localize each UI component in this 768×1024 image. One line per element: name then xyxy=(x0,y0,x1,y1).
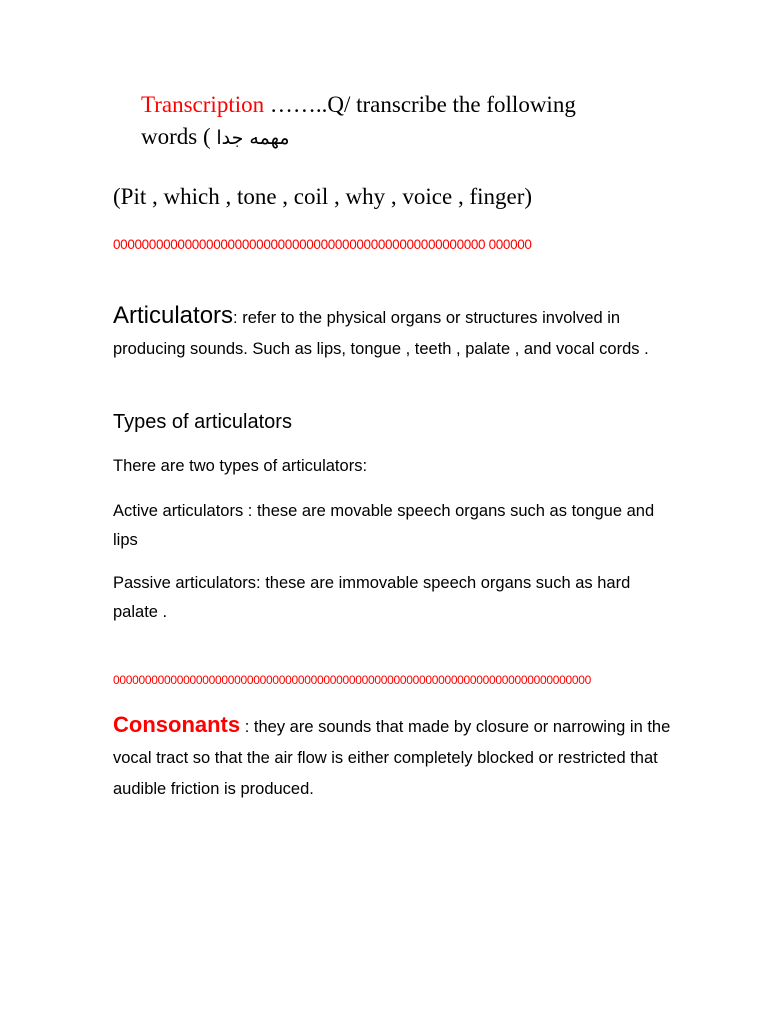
transcription-words-prefix: words ( xyxy=(141,124,217,149)
types-intro: There are two types of articulators: xyxy=(113,457,368,475)
consonants-paragraph xyxy=(113,709,683,805)
active-articulators-paragraph: Active articulators : these are movable speech organs such as tongue and lips xyxy=(113,502,655,549)
separator-line-2: 000000000000000000000000000000000000000000000000000000000000000000000000000 xyxy=(113,673,592,687)
word-list: (Pit , which , tone , coil , why , voice , finger) xyxy=(113,184,533,209)
transcription-question-line-2 xyxy=(141,124,290,150)
consonants-term: Consonants xyxy=(113,712,241,737)
transcription-label: Transcription xyxy=(141,92,265,117)
transcription-question-line xyxy=(141,92,576,118)
separator-line-1: 0000000000000000000000000000000000000000000000000000 000000 xyxy=(113,237,532,252)
types-heading: Types of articulators xyxy=(113,411,292,433)
transcription-question: ……..Q/ transcribe the following xyxy=(264,92,576,117)
articulators-term: Articulators xyxy=(113,302,234,329)
articulators-paragraph xyxy=(113,300,673,365)
consonants-definition: : they are sounds that made by closure or narrowing in the vocal tract so that the air flow is either completely blocked or restricted that audible friction is produced. xyxy=(113,718,671,798)
passive-articulators-paragraph: Passive articulators: these are immovable speech organs such as hard palate . xyxy=(113,574,631,621)
articulators-definition: : refer to the physical organs or structures involved in producing sounds. Such as lips, tongue , teeth , palate , and vocal cords . xyxy=(113,309,649,358)
transcription-arabic-note: مهمه جدا xyxy=(216,127,290,149)
